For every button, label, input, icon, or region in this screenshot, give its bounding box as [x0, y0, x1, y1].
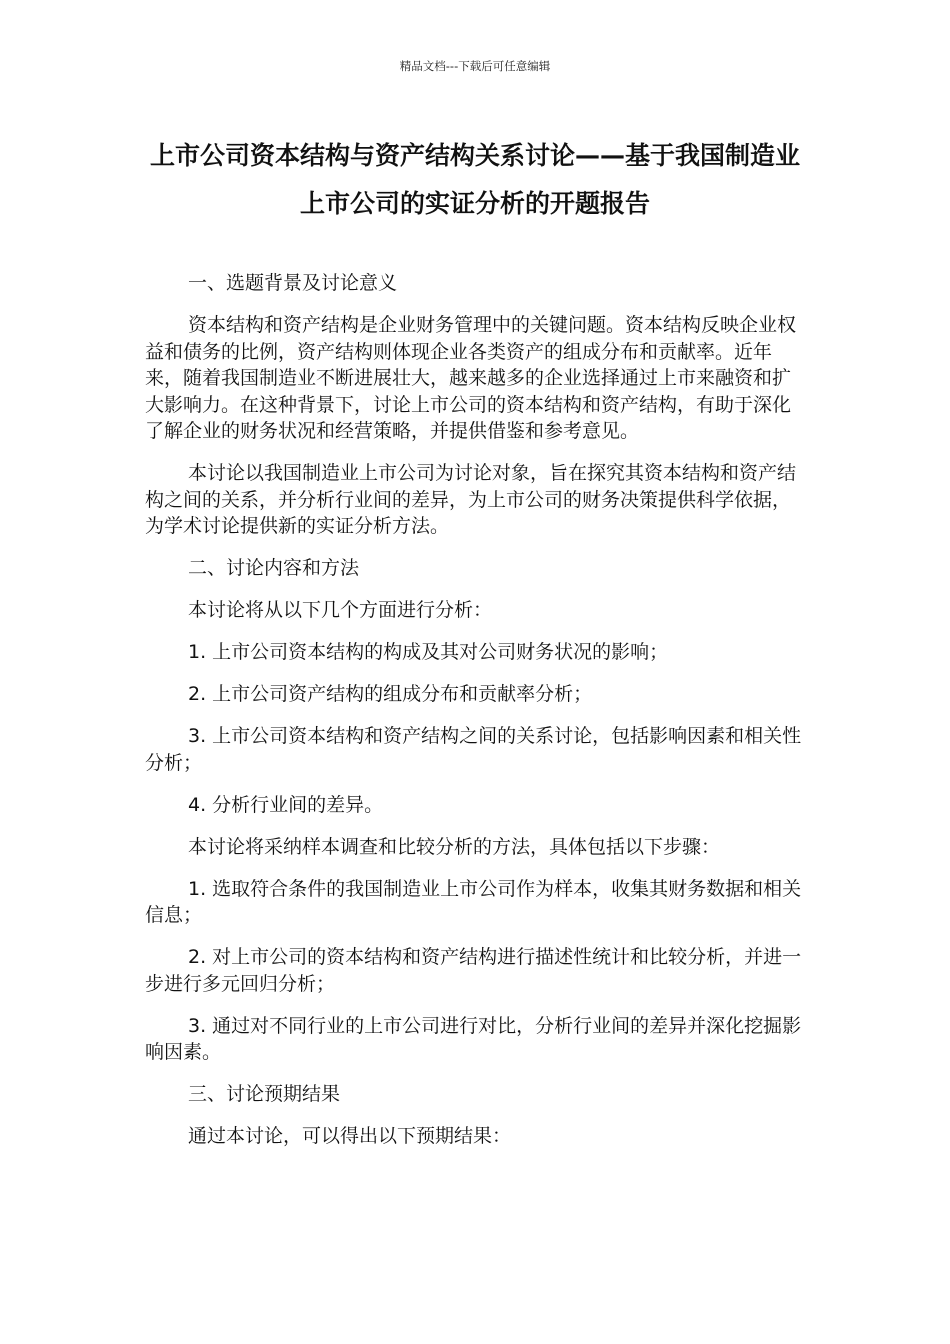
section-heading-background: 一、选题背景及讨论意义: [188, 272, 398, 294]
paragraph-background: 资本结构和资产结构是企业财务管理中的关键问题。资本结构反映企业权益和债务的比例，资产结构则体现企业各类资产的组成分布和贡献率。近年来，随着我国制造业不断进展壮大，越来越多的企业选择通过上市来融资和扩大影响力。在这种背景下，讨论上市公司的资本结构和资产结构，有助于深化了解企业的财务状况和经营策略，并提供借鉴和参考意见。: [145, 314, 797, 442]
content-list-item: 4. 分析行业间的差异。: [188, 793, 384, 816]
paragraph-method-intro: 本讨论将采纳样本调查和比较分析的方法，具体包括以下步骤：: [188, 835, 721, 858]
document-body: [145, 270, 805, 1165]
section-heading-expected-results: 三、讨论预期结果: [188, 1083, 341, 1105]
page-header: 精品文档---下载后可任意编辑: [399, 59, 551, 73]
document-title: 上市公司资本结构与资产结构关系讨论——基于我国制造业上市公司的实证分析的开题报告: [149, 141, 800, 218]
method-list-item: 3. 通过对不同行业的上市公司进行对比，分析行业间的差异并深化挖掘影响因素。: [145, 1014, 802, 1063]
content-list-item: 2. 上市公司资产结构的组成分布和贡献率分析；: [188, 683, 593, 705]
paragraph-results-intro: 通过本讨论，可以得出以下预期结果：: [188, 1125, 512, 1147]
paragraph-objective: 本讨论以我国制造业上市公司为讨论对象，旨在探究其资本结构和资产结构之间的关系，并分析行业间的差异，为上市公司的财务决策提供科学依据，为学术讨论提供新的实证分析方法。: [145, 462, 797, 537]
method-list-item: 1. 选取符合条件的我国制造业上市公司作为样本，收集其财务数据和相关信息；: [145, 877, 802, 926]
content-list-item: 1. 上市公司资本结构的构成及其对公司财务状况的影响；: [188, 641, 669, 663]
paragraph-content-intro: 本讨论将从以下几个方面进行分析：: [188, 599, 493, 621]
content-list-item: 3. 上市公司资本结构和资产结构之间的关系讨论，包括影响因素和相关性分析；: [145, 725, 802, 774]
method-list-item: 2. 对上市公司的资本结构和资产结构进行描述性统计和比较分析，并进一步进行多元回归分析；: [145, 946, 802, 995]
section-heading-content-method: 二、讨论内容和方法: [188, 557, 360, 579]
